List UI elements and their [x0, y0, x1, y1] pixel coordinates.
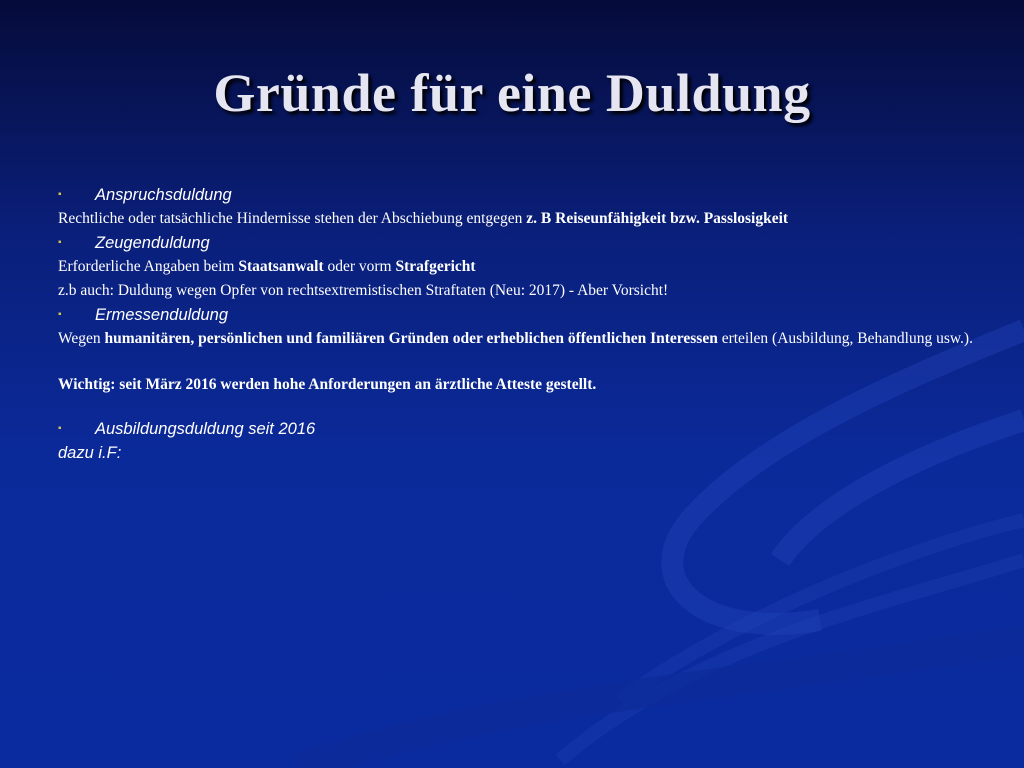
paragraph-bold: Staatsanwalt: [238, 258, 324, 275]
bullet-icon: ▪: [58, 309, 62, 320]
bullet-label: Ausbildungsduldung seit 2016: [95, 420, 316, 438]
paragraph-bold: humanitären, persönlichen und familiären Gründen oder erheblichen öffentlichen Interessen: [104, 330, 718, 347]
paragraph-text: oder vorm: [323, 258, 396, 275]
bullet-anspruchsduldung: [58, 183, 998, 207]
bullet-ermessenduldung: [58, 303, 998, 327]
paragraph-bold: Strafgericht: [395, 258, 476, 275]
paragraph-zeugenduldung-1: [58, 255, 998, 279]
paragraph-wichtig: [58, 373, 998, 397]
paragraph-text: erteilen (Ausbildung, Behandlung usw.).: [717, 330, 973, 347]
paragraph-zeugenduldung-2: z.b auch: Duldung wegen Opfer von rechtsextremistischen Straftaten (Neu: 2017) - Aber Vorsicht!: [58, 282, 669, 299]
slide-content: [58, 183, 998, 465]
bullet-icon: ▪: [58, 423, 62, 434]
paragraph-text: Erforderliche Angaben beim: [58, 258, 239, 275]
paragraph-text: Wegen: [58, 330, 105, 347]
slide-title: Gründe für eine Duldung: [213, 63, 811, 123]
paragraph-dazu: dazu i.F:: [58, 444, 122, 462]
bullet-label: Zeugenduldung: [95, 234, 210, 252]
bullet-label: Anspruchsduldung: [95, 186, 232, 204]
bullet-label: Ermessenduldung: [95, 306, 228, 324]
bullet-icon: ▪: [58, 189, 62, 200]
spacer: [58, 397, 998, 417]
paragraph-ermessenduldung: [58, 327, 998, 351]
paragraph-anspruchsduldung: [58, 207, 998, 231]
bullet-icon: ▪: [58, 237, 62, 248]
paragraph-bold: z. B Reiseunfähigkeit bzw. Passlosigkeit: [526, 210, 789, 227]
paragraph-bold: Wichtig: seit März 2016 werden hohe Anforderungen an ärztliche Atteste gestellt.: [58, 376, 597, 393]
spacer: [58, 351, 998, 373]
paragraph-text: Rechtliche oder tatsächliche Hindernisse stehen der Abschiebung entgegen: [58, 210, 527, 227]
bullet-ausbildungsduldung: [58, 417, 998, 441]
bullet-zeugenduldung: [58, 231, 998, 255]
